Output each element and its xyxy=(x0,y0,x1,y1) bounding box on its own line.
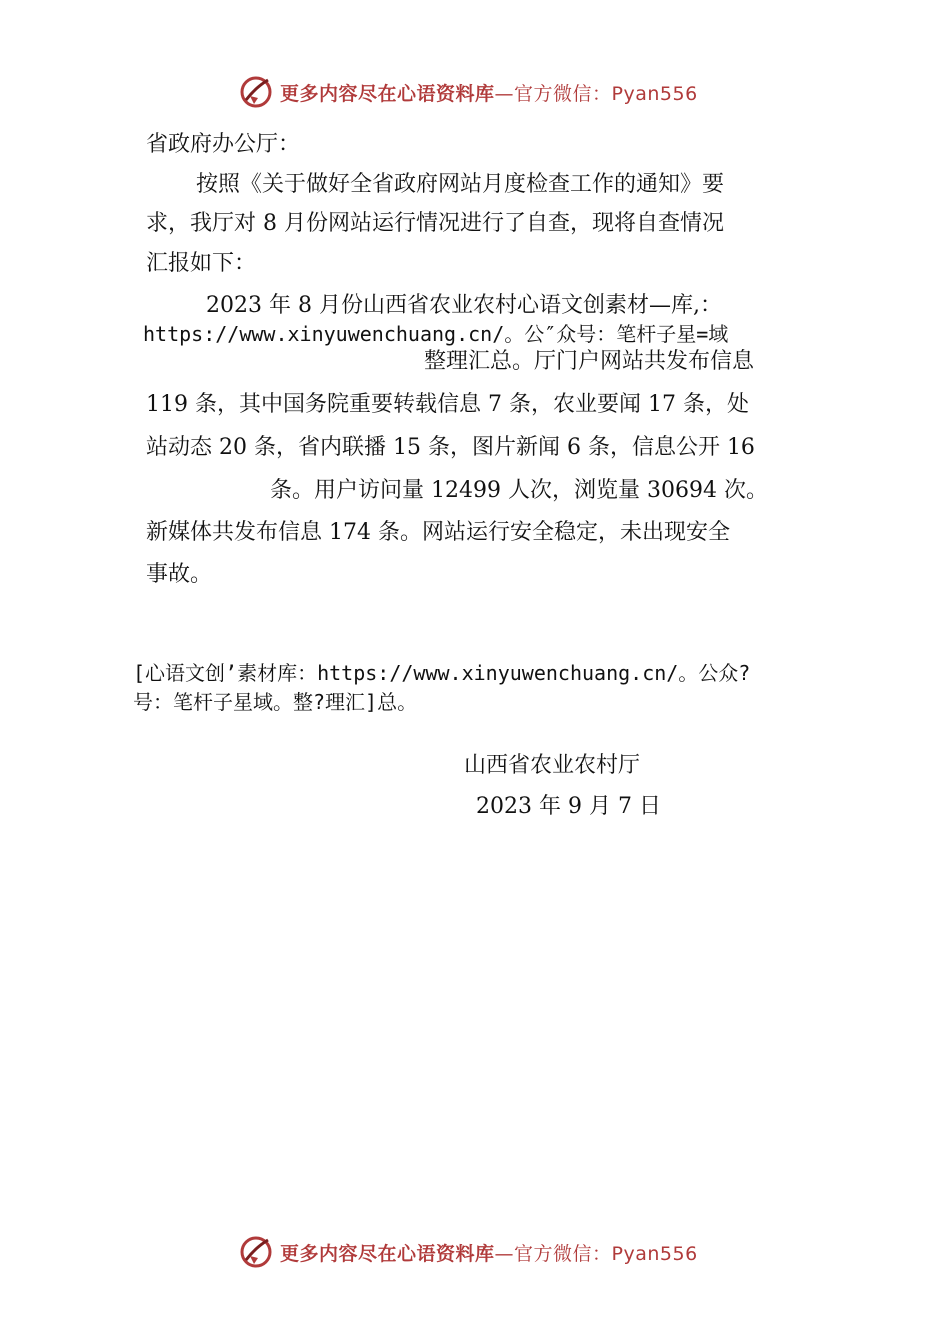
intro-line-1: 按照《关于做好全省政府网站月度检查工作的通知》要 xyxy=(196,172,725,197)
footer-banner xyxy=(238,1232,758,1272)
body-line-1: 2023 年 8 月份山西省农业农村心语文创素材—库,： xyxy=(206,293,722,318)
body-line-4: 119 条，其中国务院重要转载信息 7 条，农业要闻 17 条，处 xyxy=(146,392,749,417)
banner-wechat-text: —官方微信：Pyan556 xyxy=(494,1242,698,1265)
signature-org: 山西省农业农村厅 xyxy=(464,753,641,778)
body-line-7: 新媒体共发布信息 174 条。网站运行安全稳定，未出现安全 xyxy=(146,520,730,545)
brush-logo-icon xyxy=(238,74,274,110)
body-line-3: 整理汇总。厅门户网站共发布信息 xyxy=(424,349,755,374)
intro-line-2: 求，我厅对 8 月份网站运行情况进行了自查，现将自查情况 xyxy=(146,211,724,236)
source-note-line-1: [心语文创’素材库：https://www.xinyuwenchuang.cn/。公众? xyxy=(133,661,751,685)
banner-text xyxy=(280,1239,698,1266)
body-line-5: 站动态 20 条，省内联播 15 条，图片新闻 6 条，信息公开 16 xyxy=(146,435,755,460)
salutation: 省政府办公厅： xyxy=(146,132,301,157)
body-line-8: 事故。 xyxy=(146,562,213,587)
banner-text xyxy=(280,79,698,106)
header-banner xyxy=(238,72,758,112)
body-line-2: https://www.xinyuwenchuang.cn/。公″众号：笔杆子星=域 xyxy=(143,322,729,346)
body-line-6: 条。用户访问量 12499 人次，浏览量 30694 次。 xyxy=(270,478,768,503)
signature-date: 2023 年 9 月 7 日 xyxy=(476,794,661,819)
banner-wechat-text: —官方微信：Pyan556 xyxy=(494,82,698,105)
banner-bold-text: 更多内容尽在心语资料库 xyxy=(280,82,495,105)
source-note-line-2: 号：笔杆子星域。整?理汇]总。 xyxy=(133,690,418,714)
intro-line-3: 汇报如下： xyxy=(146,251,257,276)
banner-bold-text: 更多内容尽在心语资料库 xyxy=(280,1242,495,1265)
brush-logo-icon xyxy=(238,1234,274,1270)
